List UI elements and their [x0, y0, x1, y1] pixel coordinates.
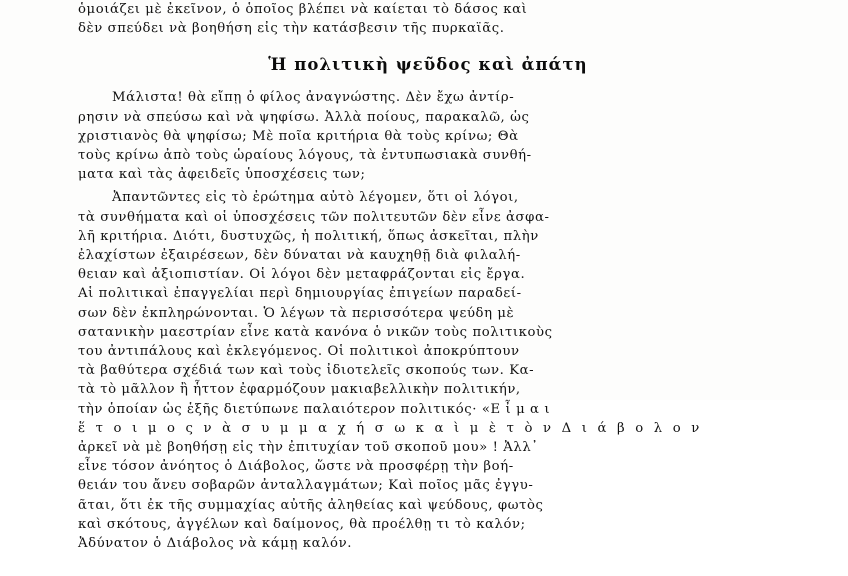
text-line: χριστιανὸς θὰ ψηφίσω; Μὲ ποῖα κριτήρια θὰ τοὺς κρίνω; Θὰ: [78, 128, 519, 144]
text-line: τὰ τὸ μᾶλλον ἢ ἧττον ἐφαρμόζουν μακιαβελλικὴν πολιτικήν,: [78, 382, 521, 398]
text-line: θειαν καὶ ἀξιοπιστίαν. Οἱ λόγοι δὲν μεταφράζονται εἰς ἔργα.: [78, 267, 526, 283]
text-line: τὴν ὁποίαν ὡς ἑξῆς διετύπωνε παλαιότερον πολιτικός· «Ε ἶ μ α ι: [78, 401, 551, 417]
text-line: τὰ συνθήματα καὶ οἱ ὑποσχέσεις τῶν πολιτευτῶν δὲν εἶνε ἀσφα-: [78, 209, 550, 225]
paragraph-1: [78, 88, 778, 184]
section-heading: Ἡ πολιτικὴ ψεῦδος καὶ ἀπάτη: [268, 55, 588, 75]
text-line: σατανικὴν μαεστρίαν εἶνε κατὰ κανόνα ὁ νικῶν τοὺς πολιτικοὺς: [78, 324, 553, 340]
text-line: ὁμοιάζει μὲ ἐκεῖνον, ὁ ὁποῖος βλέπει νὰ καίεται τὸ δάσος καὶ: [78, 2, 528, 17]
text-line: ἐλαχίστων ἐξαιρέσεων, δὲν δύναται νὰ καυχηθῇ διὰ φιλαλή-: [78, 248, 521, 264]
paragraph-2: [78, 188, 778, 572]
top-fragment: [78, 0, 778, 38]
text-line: ματα καὶ τὰς ἀφειδεῖς ὑποσχέσεις των;: [78, 167, 366, 183]
text-line: ᾶται, ὅτι ἐκ τῆς συμμαχίας αὐτῆς ἀληθείας καὶ ψεύδους, φωτὸς: [78, 497, 544, 513]
text-line-content: Μάλιστα! θὰ εἴπῃ ὁ φίλος ἀναγνώστης. Δὲν ἔχω ἀντίρ-: [112, 90, 515, 106]
text-line: λῆ κριτήρια. Διότι, δυστυχῶς, ἡ πολιτική, ὅπως ἀσκεῖται, πλὴν: [78, 228, 539, 244]
text-line: [78, 553, 778, 572]
text-line-emphasised: ἕ τ ο ι μ ο ς ν ὰ σ υ μ μ α χ ή σ ω κ α ὶ μ ὲ τ ὸ ν Δ ι ά β ο λ ο ν: [78, 420, 703, 436]
text-line: δὲν σπεύδει νὰ βοηθήση εἰς τὴν κατάσβεσιν τῆς πυρκαϊᾶς.: [78, 21, 505, 37]
text-line: τοὺς κρίνω ἀπὸ τοὺς ὡραίους λόγους, τὰ ἐντυπωσιακὰ συνθή-: [78, 148, 532, 164]
text-line: [78, 88, 778, 107]
text-column: [78, 0, 778, 576]
text-line: τὰ βαθύτερα σχέδιά των καὶ τοὺς ἰδιοτελεῖς σκοπούς των. Κα-: [78, 363, 535, 379]
text-line: εἶνε τόσον ἀνόητος ὁ Διάβολος, ὥστε νὰ προσφέρῃ τὴν βοή-: [78, 459, 514, 475]
text-line: του ἀντιπάλους καὶ ἐκλεγόμενος. Οἱ πολιτικοὶ ἀποκρύπτουν: [78, 344, 520, 360]
text-line: καὶ σκότους, ἀγγέλων καὶ δαίμονος, θὰ προέλθῃ τι τὸ καλόν;: [78, 516, 526, 532]
text-line: ρησιν νὰ σπεύσω καὶ νὰ ψηφίσω. Ἀλλὰ ποίους, παρακαλῶ, ὡς: [78, 109, 530, 125]
text-line: θειάν του ἄνευ σοβαρῶν ἀνταλλαγμάτων; Καὶ ποῖος μᾶς ἐγγυ-: [78, 478, 534, 494]
text-line: Αἱ πολιτικαὶ ἐπαγγελίαι περὶ δημιουργίας ἐπιγείων παραδεί-: [78, 286, 522, 302]
text-line: Ἀδύνατον ὁ Διάβολος νὰ κάμῃ καλόν.: [78, 536, 352, 552]
text-line: σων δὲν ἐκπληρώνονται. Ὁ λέγων τὰ περισσότερα ψεύδη μὲ: [78, 305, 515, 321]
text-line: [78, 188, 778, 207]
text-line-content: Ἀπαντῶντες εἰς τὸ ἐρώτημα αὐτὸ λέγομεν, ὅτι οἱ λόγοι,: [112, 190, 519, 206]
text-line: ἀρκεῖ νὰ μὲ βοηθήσῃ εἰς τὴν ἐπιτυχίαν τοῦ σκοποῦ μου» ! Ἀλλ᾽: [78, 440, 539, 456]
